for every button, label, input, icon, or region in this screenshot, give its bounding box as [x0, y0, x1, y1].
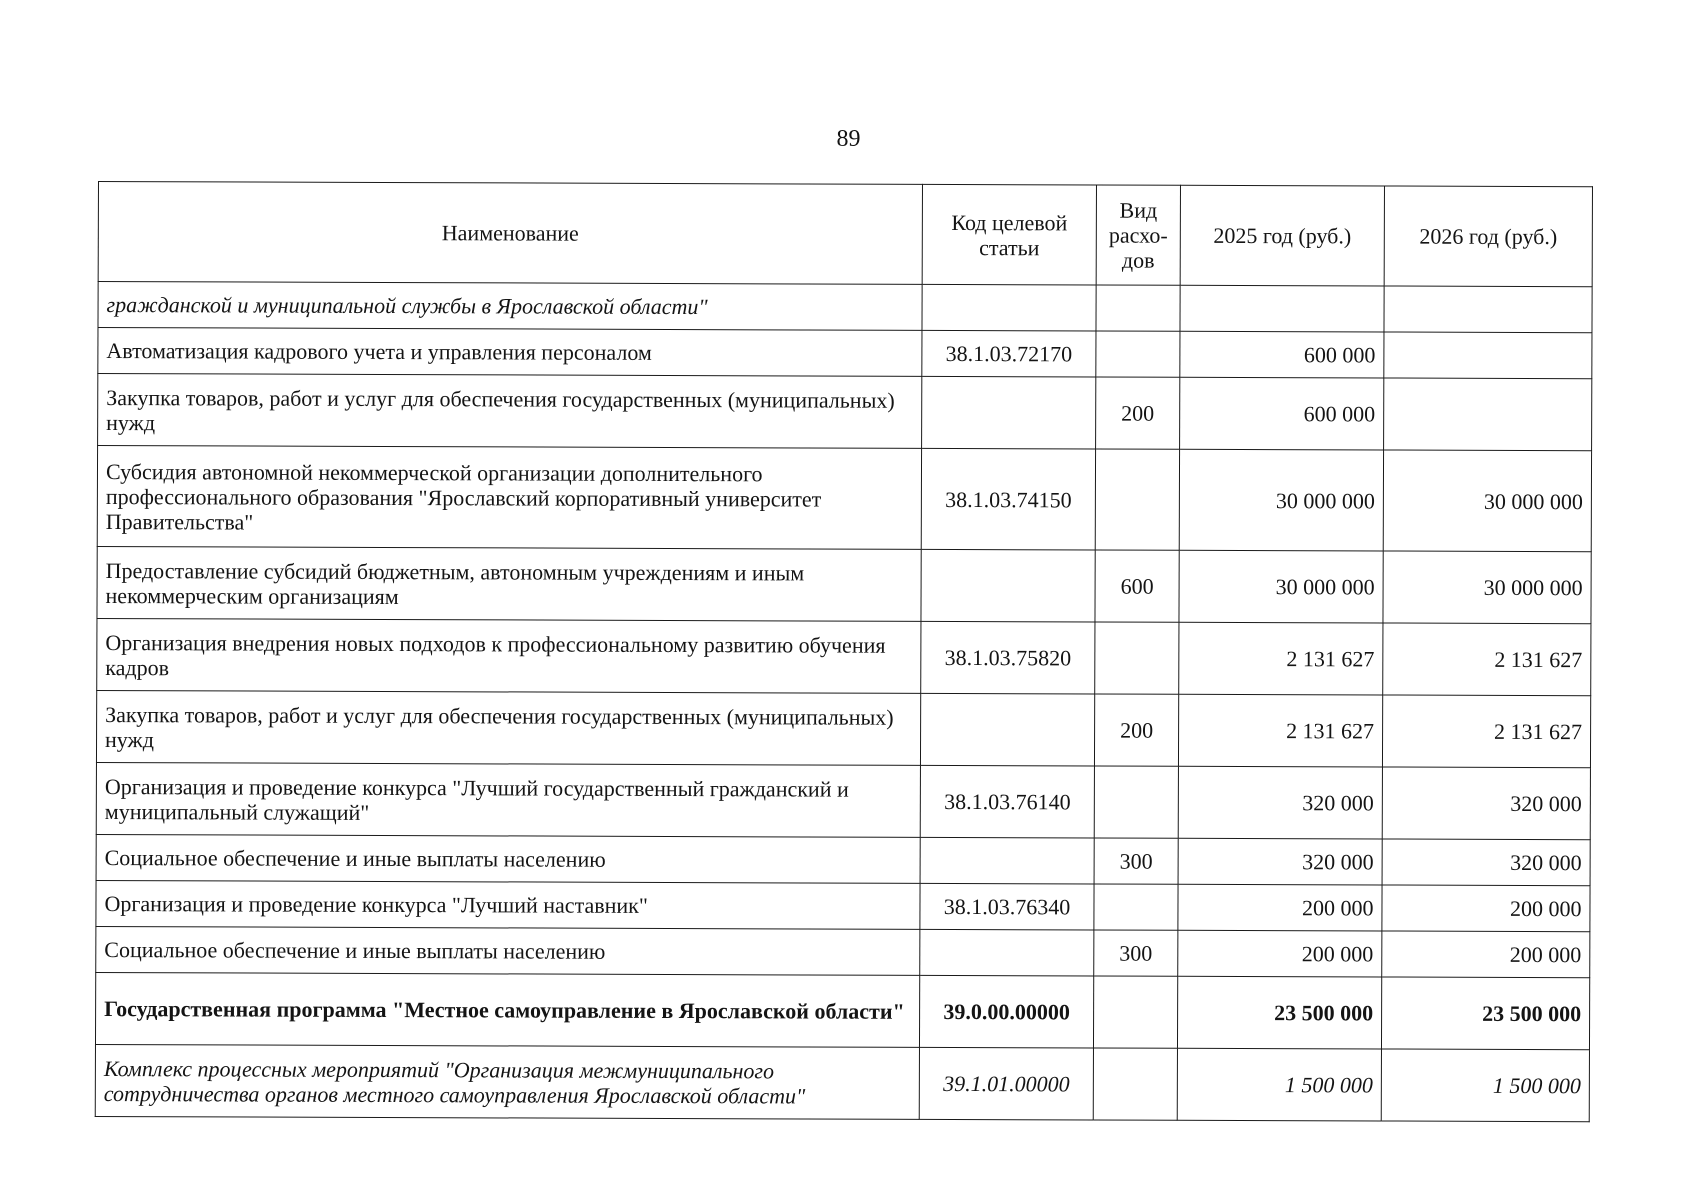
- row-kind: 300: [1094, 930, 1178, 976]
- row-kind: [1095, 622, 1179, 694]
- header-row: [98, 182, 1592, 287]
- row-2025: 600 000: [1180, 377, 1384, 450]
- row-code: [921, 549, 1095, 622]
- row-name: Социальное обеспечение и иные выплаты населению: [96, 926, 920, 975]
- table-row: [98, 328, 1592, 379]
- table-row: [96, 926, 1590, 977]
- row-2026: 30 000 000: [1383, 551, 1591, 624]
- table-row: [96, 834, 1590, 885]
- row-2026: 1 500 000: [1381, 1049, 1589, 1122]
- header-code: Код целевой статьи: [922, 184, 1096, 285]
- row-name: Комплекс процессных мероприятий "Организация межмуниципального сотрудничества органов местного самоуправления Ярославской области": [95, 1044, 919, 1119]
- row-kind: [1096, 331, 1180, 377]
- header-2025: 2025 год (руб.): [1180, 185, 1384, 286]
- row-code: 39.0.00.00000: [919, 975, 1093, 1048]
- table-row: [96, 762, 1590, 839]
- row-kind: [1095, 449, 1179, 550]
- row-code: [920, 693, 1094, 766]
- row-name: Предоставление субсидий бюджетным, автономным учреждениям и иным некоммерческим организациям: [97, 546, 921, 621]
- row-code: 39.1.01.00000: [919, 1047, 1093, 1120]
- row-code: [920, 837, 1094, 884]
- row-kind: 300: [1094, 838, 1178, 884]
- row-2025: 600 000: [1180, 331, 1384, 378]
- row-2026: 320 000: [1382, 767, 1590, 840]
- row-2026: [1384, 286, 1592, 333]
- page-number: 89: [836, 126, 861, 152]
- table-row: [97, 618, 1591, 695]
- row-kind: 200: [1094, 694, 1178, 766]
- row-code: 38.1.03.76140: [920, 765, 1094, 838]
- row-name: Субсидия автономной некоммерческой организации дополнительного профессионального образования "Ярославский корпоративный университет Правительства": [97, 446, 921, 550]
- row-2025: 2 131 627: [1179, 622, 1383, 695]
- row-name: Организация и проведение конкурса "Лучший государственный гражданский и муниципальный служащий": [96, 762, 920, 837]
- row-kind: [1094, 766, 1178, 838]
- row-2025: 2 131 627: [1178, 694, 1382, 767]
- row-kind: [1093, 976, 1177, 1048]
- table-row: [96, 690, 1590, 767]
- header-2026: 2026 год (руб.): [1384, 186, 1592, 287]
- row-name: Организация и проведение конкурса "Лучший наставник": [96, 880, 920, 929]
- row-name: Социальное обеспечение и иные выплаты населению: [96, 834, 920, 883]
- header-kind: Вид расхо-дов: [1096, 185, 1180, 285]
- table-row-program: [95, 972, 1589, 1049]
- row-2025: 23 500 000: [1177, 976, 1381, 1049]
- row-2026: 30 000 000: [1383, 450, 1591, 552]
- row-code: [920, 929, 1094, 976]
- row-name: Автоматизация кадрового учета и управления персоналом: [98, 328, 922, 377]
- budget-table: [95, 181, 1593, 1122]
- table-row: [97, 446, 1591, 552]
- table-row: [97, 546, 1591, 623]
- row-2025: 30 000 000: [1179, 550, 1383, 623]
- row-code: [922, 376, 1096, 449]
- row-name: гражданской и муниципальной службы в Ярославской области": [98, 282, 922, 331]
- row-name: Организация внедрения новых подходов к профессиональному развитию обучения кадров: [97, 618, 921, 693]
- row-kind: [1096, 285, 1180, 331]
- row-code: 38.1.03.75820: [921, 621, 1095, 694]
- row-2026: [1384, 378, 1592, 451]
- row-2026: 2 131 627: [1382, 695, 1590, 768]
- row-kind: 200: [1096, 377, 1180, 449]
- row-code: 38.1.03.74150: [921, 448, 1095, 550]
- row-name: Государственная программа "Местное самоуправление в Ярославской области": [95, 972, 919, 1047]
- row-2025: [1180, 285, 1384, 332]
- header-name: Наименование: [98, 182, 922, 285]
- row-code: 38.1.03.76340: [920, 883, 1094, 930]
- row-name: Закупка товаров, работ и услуг для обеспечения государственных (муниципальных) нужд: [98, 374, 922, 449]
- row-2025: 320 000: [1178, 766, 1382, 839]
- row-2025: 1 500 000: [1177, 1048, 1381, 1121]
- row-kind: [1094, 884, 1178, 930]
- row-kind: [1093, 1048, 1177, 1120]
- row-2026: [1384, 332, 1592, 379]
- row-kind: 600: [1095, 550, 1179, 622]
- table-row: [98, 374, 1592, 451]
- row-2025: 320 000: [1178, 838, 1382, 885]
- table-row: [98, 282, 1592, 333]
- row-2026: 200 000: [1382, 931, 1590, 978]
- row-2026: 23 500 000: [1381, 977, 1589, 1050]
- row-2026: 320 000: [1382, 839, 1590, 886]
- row-code: 38.1.03.72170: [922, 330, 1096, 377]
- row-2025: 200 000: [1178, 884, 1382, 931]
- row-2026: 200 000: [1382, 885, 1590, 932]
- table-row: [96, 880, 1590, 931]
- table-row-complex: [95, 1044, 1589, 1121]
- row-2026: 2 131 627: [1383, 623, 1591, 696]
- row-2025: 30 000 000: [1179, 449, 1383, 551]
- row-code: [922, 284, 1096, 331]
- row-name: Закупка товаров, работ и услуг для обеспечения государственных (муниципальных) нужд: [96, 690, 920, 765]
- row-2025: 200 000: [1178, 930, 1382, 977]
